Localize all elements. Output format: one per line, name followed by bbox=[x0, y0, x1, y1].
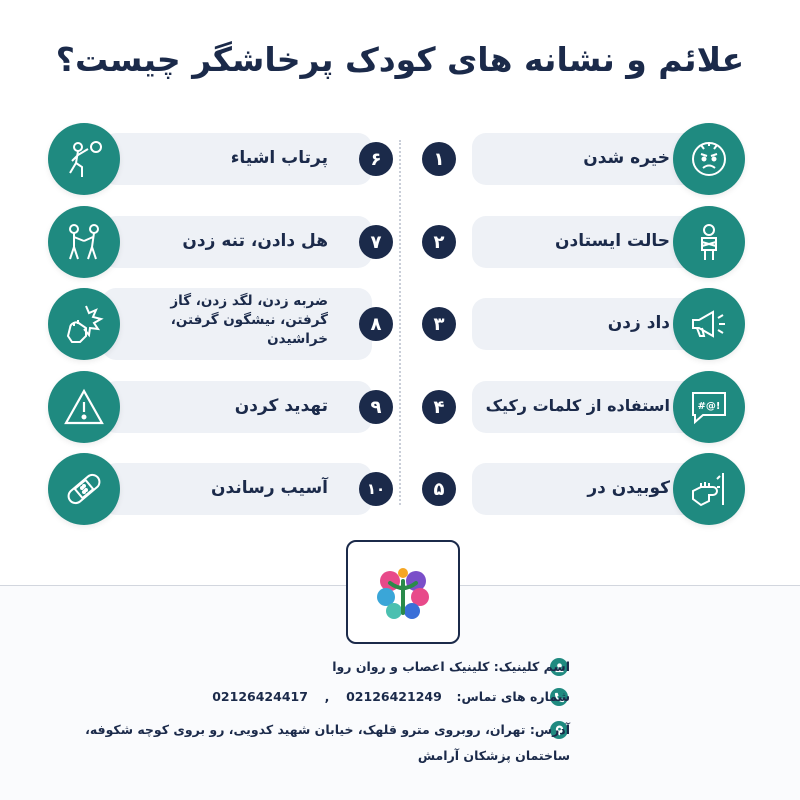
symptom-number: ۸ bbox=[359, 307, 393, 341]
symptom-label: داد زدن bbox=[607, 313, 670, 333]
punch-impact-icon bbox=[48, 288, 120, 360]
symptom-item-8 bbox=[48, 293, 393, 350]
phone-line bbox=[212, 689, 570, 704]
symptom-label: ضربه زدن، لگد زدن، گاز گرفتن، نیشگون گرفتن، خراشیدن bbox=[170, 293, 328, 347]
page-title: علائم و نشانه های کودک پرخاشگر چیست؟ bbox=[55, 40, 745, 79]
angry-face-icon bbox=[673, 123, 745, 195]
symptom-item-6 bbox=[48, 133, 393, 185]
swear-bubble-icon bbox=[673, 371, 745, 443]
warning-icon bbox=[48, 371, 120, 443]
phone-separator: , bbox=[324, 689, 330, 704]
column-divider bbox=[399, 140, 401, 505]
symptom-label: حالت ایستادن bbox=[555, 231, 670, 251]
phone-number-2[interactable]: 02126421249 bbox=[346, 689, 442, 704]
clinic-name: اسم کلینیک: کلینیک اعصاب و روان روا bbox=[332, 659, 570, 674]
address-line-2: ساختمان پزشکان آرامش bbox=[417, 748, 570, 763]
svg-text:#@!: #@! bbox=[697, 401, 721, 412]
symptom-label: کوبیدن در bbox=[587, 478, 670, 498]
symptom-label: پرتاب اشیاء bbox=[230, 148, 328, 168]
phones-label: شماره های تماس: bbox=[456, 689, 570, 704]
bandage-icon bbox=[48, 453, 120, 525]
clinic-logo bbox=[346, 540, 460, 644]
symptom-label: آسیب رساندن bbox=[211, 478, 328, 498]
symptom-item-2 bbox=[410, 216, 745, 268]
symptom-item-4 bbox=[410, 381, 745, 433]
symptom-number: ۱ bbox=[422, 142, 456, 176]
knocking-fist-icon bbox=[673, 453, 745, 525]
throwing-ball-icon bbox=[48, 123, 120, 195]
symptom-item-7 bbox=[48, 216, 393, 268]
symptom-number: ۳ bbox=[422, 307, 456, 341]
symptom-label: هل دادن، تنه زدن bbox=[182, 231, 328, 251]
symptom-number: ۷ bbox=[359, 225, 393, 259]
symptom-number: ۱۰ bbox=[359, 472, 393, 506]
symptom-item-3 bbox=[410, 298, 745, 350]
pushing-people-icon bbox=[48, 206, 120, 278]
symptom-item-9 bbox=[48, 381, 393, 433]
symptom-number: ۶ bbox=[359, 142, 393, 176]
symptom-label: استفاده از کلمات رکیک bbox=[485, 396, 670, 415]
address-line-1: آدرس: تهران، روبروی مترو قلهک، خیابان شهید کدویی، رو بروی کوچه شکوفه، bbox=[85, 722, 570, 737]
symptom-label: تهدید کردن bbox=[234, 396, 328, 416]
brain-logo-icon bbox=[368, 557, 438, 627]
symptom-number: ۵ bbox=[422, 472, 456, 506]
megaphone-icon bbox=[673, 288, 745, 360]
standing-boy-icon bbox=[673, 206, 745, 278]
symptom-item-1 bbox=[410, 133, 745, 185]
symptom-number: ۴ bbox=[422, 390, 456, 424]
symptom-number: ۲ bbox=[422, 225, 456, 259]
phone-number-1[interactable]: 02126424417 bbox=[212, 689, 308, 704]
symptom-number: ۹ bbox=[359, 390, 393, 424]
symptom-item-10 bbox=[48, 463, 393, 515]
symptom-item-5 bbox=[410, 463, 745, 515]
symptom-label: خیره شدن bbox=[583, 148, 670, 168]
